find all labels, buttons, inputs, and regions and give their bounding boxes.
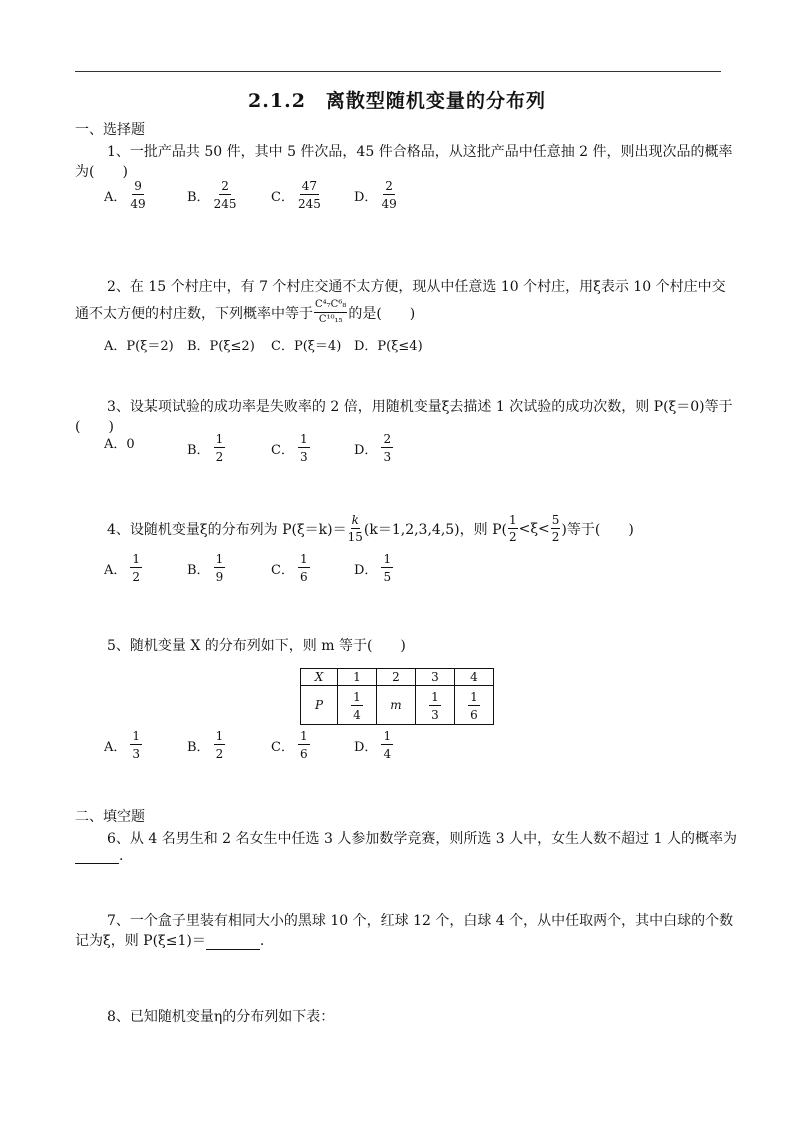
option-label: B．	[187, 739, 210, 755]
question-4-mid2: <ξ<	[518, 520, 550, 537]
section-heading-fill: 二、填空题	[75, 809, 145, 825]
option-label: A．	[104, 189, 127, 205]
option-label: D．	[354, 189, 378, 205]
section-heading-choice: 一、选择题	[75, 122, 145, 138]
question-3-option-a	[104, 433, 135, 452]
fraction-denominator: 4	[353, 707, 361, 722]
option-label: C．	[271, 189, 294, 205]
question-6-post: .	[119, 848, 124, 864]
fraction-denominator: 49	[381, 197, 397, 211]
option-fraction	[214, 730, 226, 760]
question-2-option-d: D．P(ξ≤4)	[354, 339, 423, 354]
table-row	[301, 686, 494, 725]
question-7-text: 7、一个盒子里装有相同大小的黑球 10 个，红球 12 个，白球 4 个，从中任取两个，其中白球的个数	[107, 913, 734, 929]
fraction-numerator: 1	[353, 689, 361, 704]
question-4-option-b	[187, 553, 225, 583]
question-3-option-b	[187, 433, 225, 463]
question-2-option-a: A．P(ξ＝2)	[104, 339, 174, 354]
top-rule	[75, 71, 721, 72]
option-fraction	[381, 180, 396, 210]
fraction-numerator: 5	[551, 513, 560, 527]
fraction-numerator: k	[351, 513, 359, 527]
option-label: A．	[104, 739, 127, 755]
option-fraction	[381, 730, 393, 760]
fraction-numerator: C⁴₇C⁶₈	[314, 300, 347, 313]
fraction-numerator: 1	[508, 513, 517, 527]
option-label: B．	[187, 442, 210, 458]
question-7-text-cont	[75, 930, 264, 950]
question-4-fraction-half	[508, 514, 518, 543]
table-header-cell: 2	[377, 669, 416, 686]
question-5-option-c	[271, 730, 310, 760]
fraction-numerator: 47	[301, 179, 318, 193]
question-6-text: 6、从 4 名男生和 2 名女生中任选 3 人参加数学竞赛，则所选 3 人中，女生人数不超过 1 人的概率为	[107, 831, 737, 847]
question-4-fraction-k	[348, 514, 363, 543]
fraction-numerator: 1	[215, 432, 224, 446]
question-1-option-c	[271, 180, 321, 210]
option-label: A．	[104, 562, 127, 578]
option-label: B．	[187, 189, 210, 205]
question-5-option-d	[354, 730, 393, 760]
question-5-text: 5、随机变量 X 的分布列如下，则 m 等于( )	[107, 638, 406, 654]
option-label: D．	[354, 739, 378, 755]
cell-fraction	[351, 691, 363, 721]
question-8-text: 8、已知随机变量η的分布列如下表：	[107, 1009, 335, 1025]
question-2-pre: 通不太方便的村庄数，下列概率中等于	[75, 305, 313, 322]
answer-blank[interactable]	[75, 849, 119, 864]
question-3-text-cont: ( )	[75, 419, 114, 435]
fraction-denominator: 9	[215, 570, 224, 584]
question-2-text-cont	[75, 300, 415, 325]
question-3-option-d	[354, 433, 393, 463]
fraction-numerator: 2	[385, 179, 393, 193]
table-cell: m	[377, 686, 416, 725]
option-label: D．	[354, 562, 378, 578]
option-fraction	[298, 553, 310, 583]
question-1-option-a	[104, 180, 146, 210]
option-label: B．	[187, 562, 210, 578]
fraction-denominator: 3	[383, 450, 392, 464]
fraction-denominator: 3	[431, 707, 439, 722]
fraction-numerator: 1	[299, 552, 308, 566]
distribution-table	[300, 668, 494, 725]
fraction-denominator: 4	[383, 747, 392, 761]
table-header-cell: X	[301, 669, 338, 686]
question-1-option-b	[187, 180, 236, 210]
question-7-pre: 记为ξ，则 P(ξ≤1)＝	[75, 933, 206, 949]
fraction-numerator: 1	[470, 689, 478, 704]
question-6-text-cont	[75, 848, 123, 864]
question-4-text	[107, 514, 634, 543]
table-cell	[416, 686, 455, 725]
fraction-denominator: C¹⁰₁₅	[318, 314, 343, 325]
fraction-numerator: 1	[132, 729, 141, 743]
option-fraction	[298, 730, 310, 760]
question-7-post: .	[259, 933, 265, 949]
fraction-denominator: 6	[470, 707, 478, 722]
option-label: D．	[354, 442, 378, 458]
question-1-option-d	[354, 180, 397, 210]
question-3-option-c	[271, 433, 310, 463]
table-cell	[455, 686, 494, 725]
option-label: C．	[271, 442, 294, 458]
question-2-combination-fraction	[314, 300, 347, 325]
fraction-denominator: 2	[508, 530, 517, 544]
cell-fraction	[429, 691, 441, 721]
fraction-denominator: 15	[347, 530, 363, 544]
fraction-numerator: 2	[383, 432, 392, 446]
option-label: C．	[271, 562, 294, 578]
fraction-denominator: 49	[130, 197, 146, 211]
fraction-denominator: 245	[297, 197, 321, 211]
option-fraction	[130, 553, 142, 583]
page-title: 2.1.2 离散型随机变量的分布列	[248, 90, 546, 112]
option-fraction	[381, 433, 393, 463]
option-fraction	[298, 433, 310, 463]
question-2-post: 的是( )	[348, 305, 416, 322]
question-4-option-d	[354, 553, 393, 583]
fraction-denominator: 3	[132, 747, 141, 761]
option-fraction	[298, 180, 321, 210]
question-4-option-a	[104, 553, 142, 583]
question-3-text: 3、设某项试验的成功率是失败率的 2 倍，用随机变量ξ去描述 1 次试验的成功次数，则 P(ξ＝0)等于	[107, 399, 733, 415]
question-1-text-cont: 为( )	[75, 164, 128, 180]
fraction-numerator: 1	[299, 432, 308, 446]
option-fraction	[381, 553, 393, 583]
question-5-option-b	[187, 730, 225, 760]
fraction-denominator: 2	[551, 530, 560, 544]
option-fraction	[214, 433, 226, 463]
fraction-numerator: 1	[132, 552, 141, 566]
fraction-denominator: 2	[132, 570, 141, 584]
fraction-denominator: 6	[299, 570, 308, 584]
fraction-numerator: 1	[215, 552, 224, 566]
fraction-denominator: 2	[215, 747, 224, 761]
fraction-denominator: 245	[213, 197, 237, 211]
question-5-option-a	[104, 730, 142, 760]
question-4-mid: (k＝1,2,3,4,5)，则 P(	[363, 521, 507, 538]
fraction-numerator: 1	[383, 729, 392, 743]
question-2-option-b: B．P(ξ≤2)	[187, 339, 255, 354]
answer-blank[interactable]	[206, 935, 260, 950]
question-4-option-c	[271, 553, 310, 583]
table-header-cell: 1	[338, 669, 377, 686]
fraction-denominator: 5	[383, 570, 392, 584]
table-cell	[338, 686, 377, 725]
option-label: C．	[271, 739, 294, 755]
option-label: A．0	[104, 437, 135, 452]
question-1-text: 1、一批产品共 50 件，其中 5 件次品，45 件合格品，从这批产品中任意抽 2 件，则出现次品的概率	[107, 144, 733, 160]
fraction-numerator: 2	[221, 179, 229, 193]
question-4-fraction-five-half	[551, 514, 561, 543]
question-2-option-c: C．P(ξ＝4)	[271, 339, 342, 354]
fraction-denominator: 6	[299, 747, 308, 761]
fraction-numerator: 1	[431, 689, 439, 704]
fraction-numerator: 9	[134, 179, 142, 193]
fraction-denominator: 3	[299, 450, 308, 464]
table-header-cell: 3	[416, 669, 455, 686]
cell-fraction	[468, 691, 480, 721]
table-row-label: P	[301, 686, 338, 725]
fraction-numerator: 1	[299, 729, 308, 743]
question-2-text: 2、在 15 个村庄中，有 7 个村庄交通不太方便，现从中任意选 10 个村庄，用ξ表示 10 个村庄中交	[107, 279, 726, 295]
option-fraction	[130, 180, 145, 210]
question-4-pre: 4、设随机变量ξ的分布列为 P(ξ＝k)＝	[107, 521, 347, 538]
option-fraction	[130, 730, 142, 760]
table-header-cell: 4	[455, 669, 494, 686]
option-fraction	[214, 553, 226, 583]
question-4-post: )等于( )	[561, 521, 634, 538]
fraction-numerator: 1	[383, 552, 392, 566]
fraction-numerator: 1	[215, 729, 224, 743]
fraction-denominator: 2	[215, 450, 224, 464]
option-fraction	[214, 180, 237, 210]
table-header-row	[301, 669, 494, 686]
